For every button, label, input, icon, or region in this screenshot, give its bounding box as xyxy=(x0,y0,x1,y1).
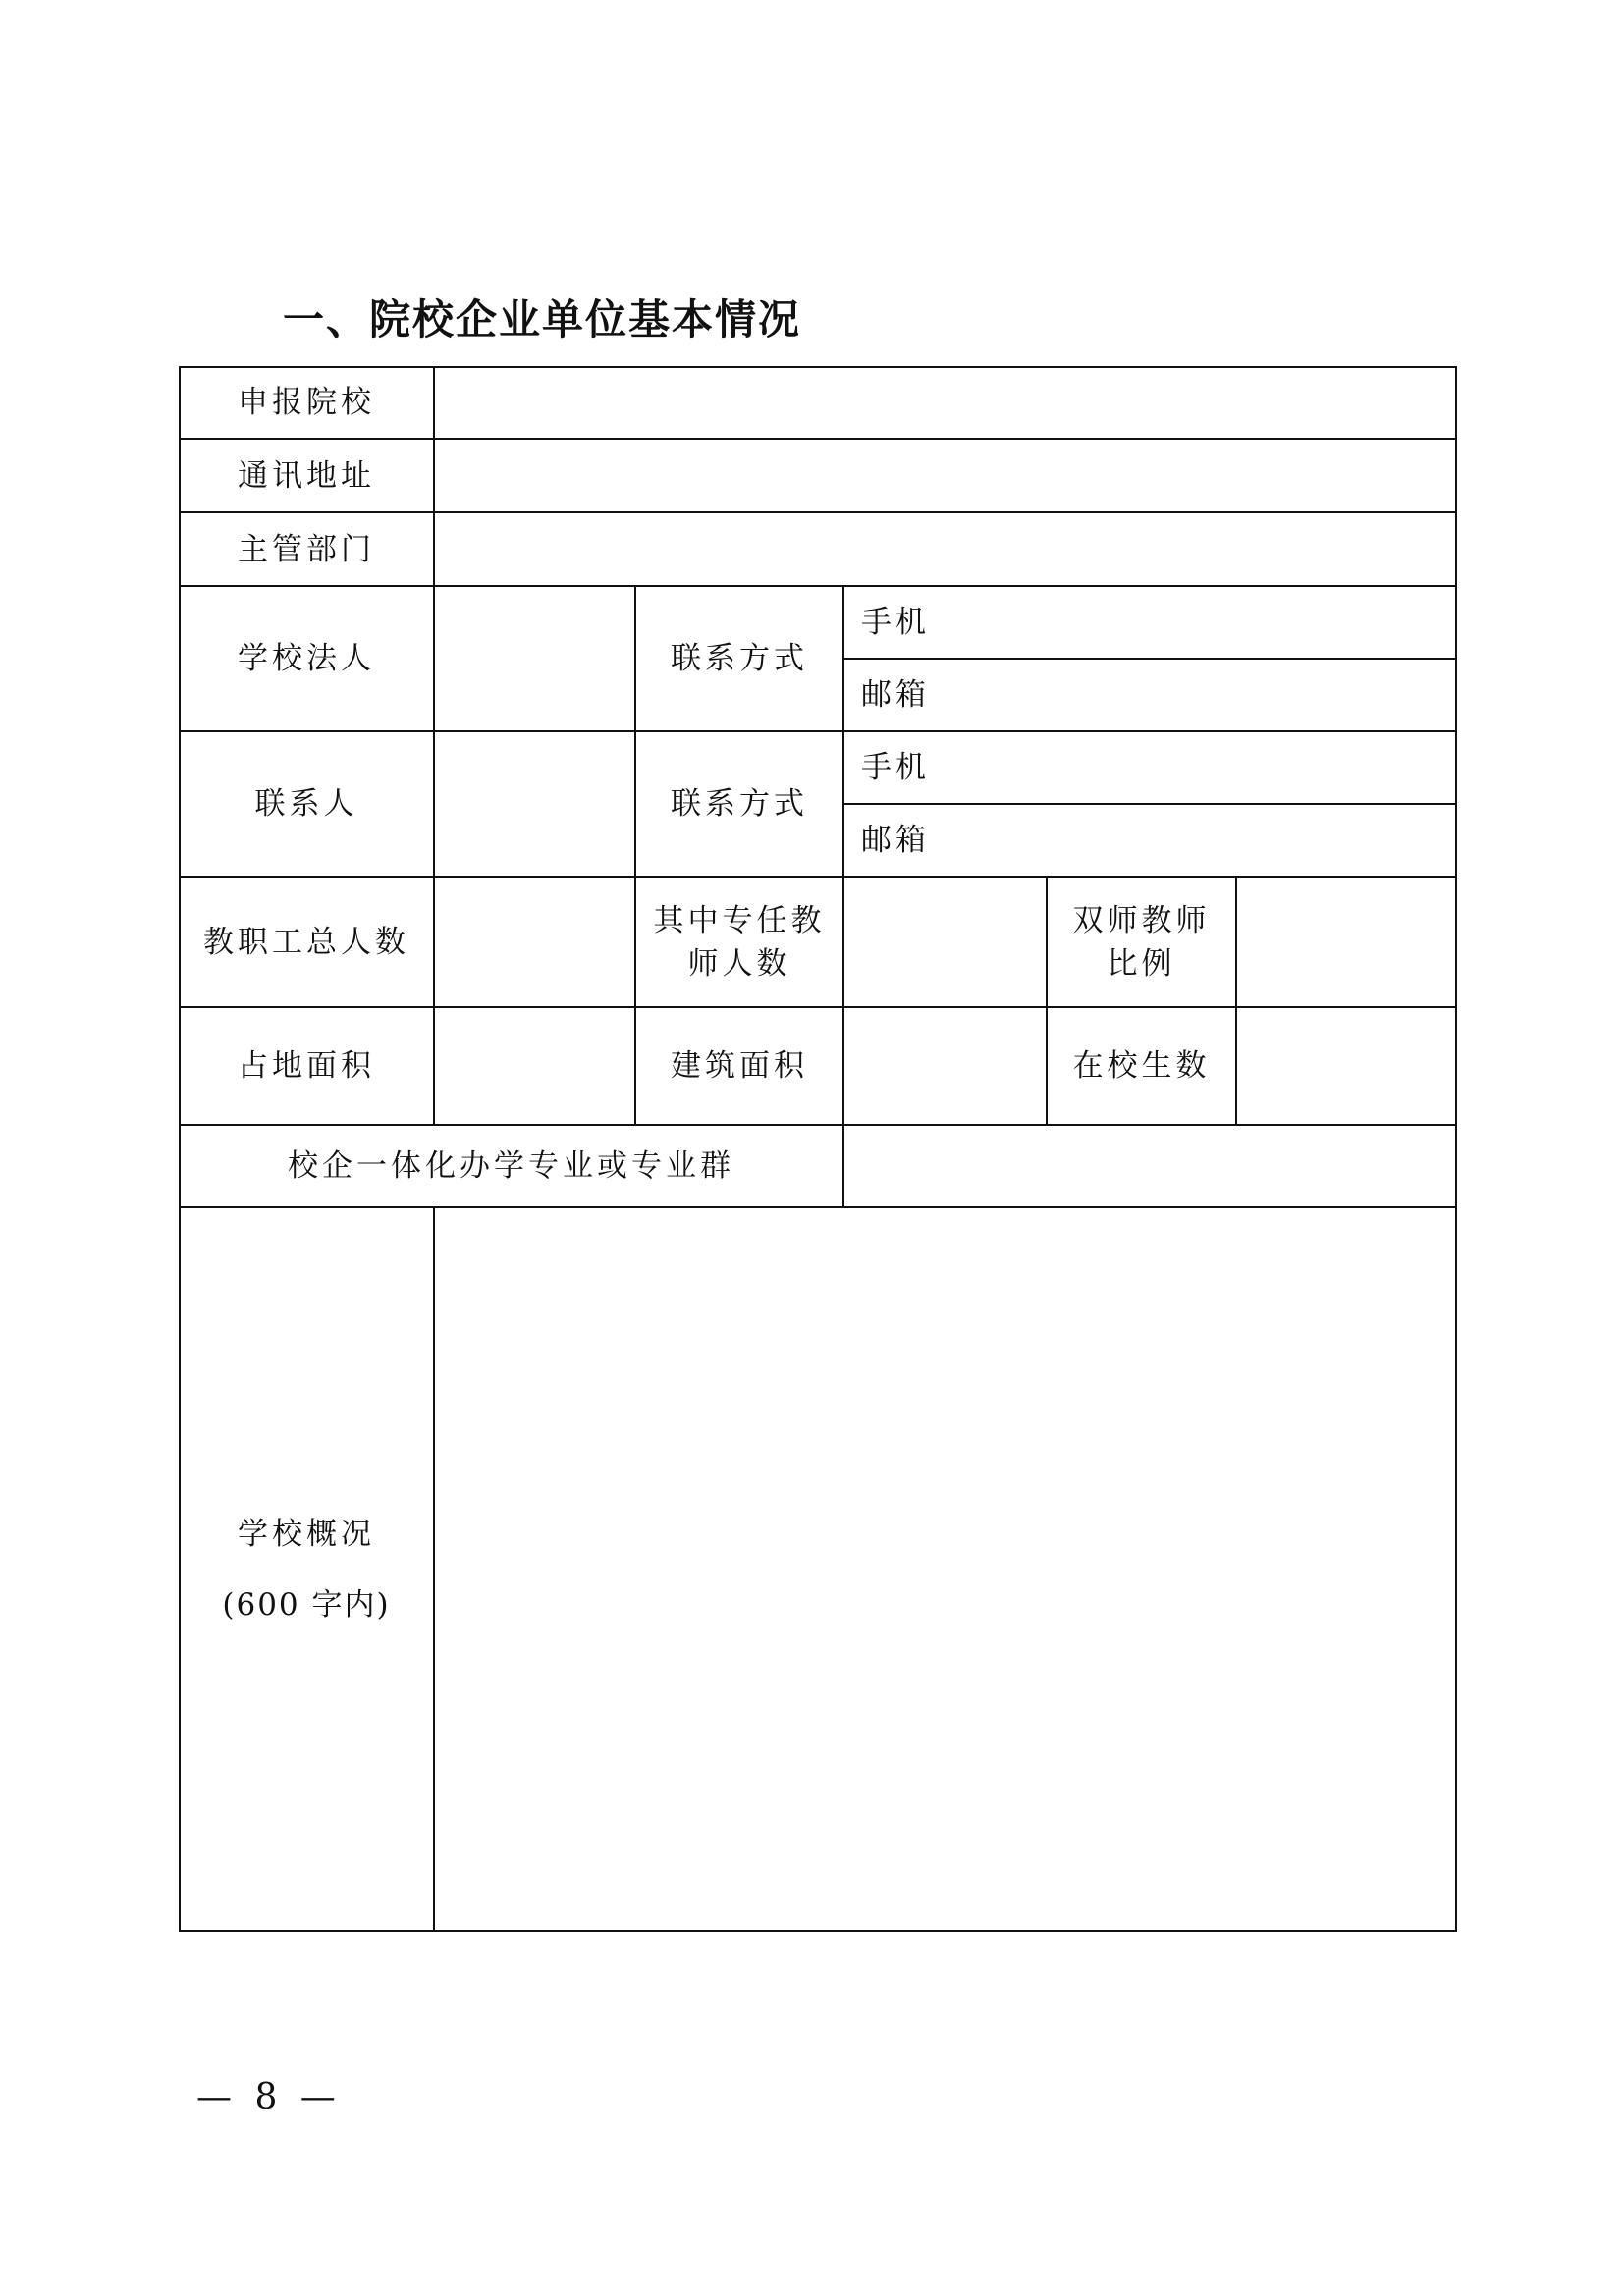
land-area-label: 占地面积 xyxy=(238,1048,375,1084)
fulltime-teacher-label xyxy=(635,877,843,1007)
legal-phone-label[interactable]: 手机 xyxy=(861,605,930,640)
fulltime-teacher-input[interactable] xyxy=(844,878,1046,1006)
legal-contact-method-label: 联系方式 xyxy=(671,641,808,676)
contact-phone-label[interactable]: 手机 xyxy=(861,750,930,785)
contact-method-label: 联系方式 xyxy=(671,786,808,822)
department-input[interactable] xyxy=(435,513,1455,585)
legal-email-label[interactable]: 邮箱 xyxy=(861,677,930,713)
fulltime-teacher-label-line2: 师人数 xyxy=(687,945,791,982)
school-input[interactable] xyxy=(435,368,1455,438)
school-info-form xyxy=(179,366,1457,1932)
dual-teacher-input[interactable] xyxy=(1237,878,1455,1006)
overview-input[interactable] xyxy=(435,1208,1455,1930)
legal-person-label: 学校法人 xyxy=(238,641,375,676)
contact-email-label[interactable]: 邮箱 xyxy=(861,823,930,858)
building-area-input[interactable] xyxy=(844,1008,1046,1124)
land-area-input[interactable] xyxy=(435,1008,634,1124)
address-input[interactable] xyxy=(435,440,1455,511)
legal-person-input[interactable] xyxy=(435,587,634,730)
dual-teacher-label-line2: 比例 xyxy=(1107,945,1176,982)
overview-limit-text: (600 字内) xyxy=(222,1587,391,1623)
address-label: 通讯地址 xyxy=(238,457,375,494)
school-label: 申报院校 xyxy=(238,385,375,420)
dual-teacher-label xyxy=(1047,877,1236,1007)
students-label: 在校生数 xyxy=(1072,1048,1211,1084)
overview-label-text: 学校概况 xyxy=(238,1517,375,1552)
staff-total-label: 教职工总人数 xyxy=(203,924,409,960)
majors-label: 校企一体化办学专业或专业群 xyxy=(288,1148,734,1184)
dual-teacher-label-line1: 双师教师 xyxy=(1072,902,1211,938)
overview-label xyxy=(179,1207,434,1932)
section-title: 一、院校企业单位基本情况 xyxy=(283,295,802,344)
majors-input[interactable] xyxy=(844,1126,1455,1206)
department-label: 主管部门 xyxy=(238,531,375,567)
fulltime-teacher-label-line1: 其中专任教 xyxy=(653,902,826,938)
students-input[interactable] xyxy=(1237,1008,1455,1124)
building-area-label: 建筑面积 xyxy=(671,1048,808,1084)
page-number: — 8 — xyxy=(196,2077,342,2117)
contact-person-label: 联系人 xyxy=(254,786,358,822)
staff-total-input[interactable] xyxy=(435,878,634,1006)
contact-person-input[interactable] xyxy=(435,732,634,876)
